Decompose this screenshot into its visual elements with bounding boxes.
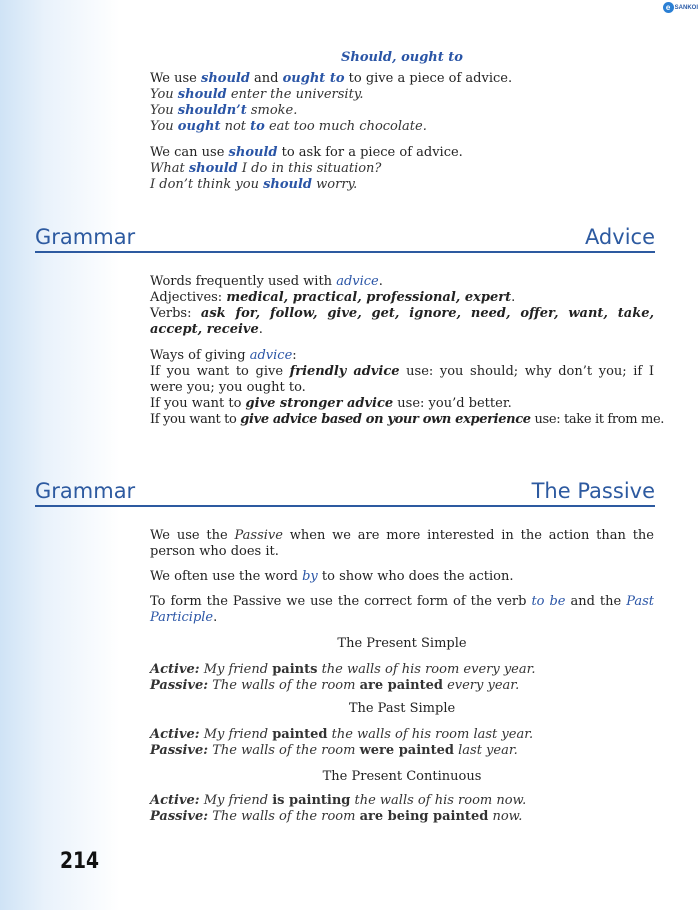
text-line: We use the Passive when we are more interested in the action than the person who does it.	[150, 528, 655, 559]
text-line: If you want to give friendly advice use: you should; why don’t you; if I were you; you ought to.	[150, 364, 654, 395]
example-passive: Passive: The walls of the room are being painted now.	[150, 809, 523, 824]
text-line: Adjectives: medical, practical, professional, expert.	[150, 290, 516, 305]
example-active: Active: My friend paints the walls of his room every year.	[150, 662, 536, 677]
tense-title: The Past Simple	[348, 701, 456, 716]
text-line: If you want to give advice based on your own experience use: take it from me.	[150, 412, 665, 427]
text-line: Words frequently used with advice.	[150, 274, 383, 289]
heading-right: The Passive	[531, 479, 655, 503]
section-title: Should, ought to	[341, 50, 463, 65]
rule-line: We use should and ought to to give a piece of advice.	[150, 71, 513, 86]
tense-title: The Present Simple	[337, 636, 467, 651]
example-active: Active: My friend painted the walls of his room last year.	[150, 727, 534, 742]
heading-left: Grammar	[35, 479, 136, 503]
logo-mark: e	[663, 2, 674, 13]
page-number: 214	[60, 849, 100, 874]
should-section	[150, 50, 654, 193]
publisher-logo	[663, 2, 698, 13]
heading-right: Advice	[584, 225, 655, 249]
section-heading-passive	[35, 473, 655, 507]
example-line: You shouldn’t smoke.	[150, 103, 298, 118]
advice-section	[150, 274, 665, 428]
text-line: Verbs: ask for, follow, give, get, ignore, need, offer, want, take, accept, receive.	[150, 306, 654, 337]
text-line: Ways of giving advice:	[150, 348, 297, 363]
text-line: To form the Passive we use the correct form of the verb to be and the Past Participle.	[150, 594, 654, 625]
example-line: What should I do in this situation?	[150, 161, 382, 176]
text-line: If you want to give stronger advice use: you’d better.	[150, 396, 512, 411]
example-active: Active: My friend is painting the walls of his room now.	[150, 793, 527, 808]
example-line: I don’t think you should worry.	[150, 177, 358, 192]
logo-text: SANKOI	[674, 4, 698, 11]
example-passive: Passive: The walls of the room are painted every year.	[150, 678, 520, 693]
example-line: You should enter the university.	[150, 87, 364, 102]
passive-section	[150, 528, 654, 825]
tense-title: The Present Continuous	[322, 769, 482, 784]
section-heading-advice	[35, 219, 655, 253]
text-line: We often use the word by to show who does the action.	[150, 569, 514, 584]
example-line: You ought not to eat too much chocolate.	[150, 119, 427, 134]
heading-left: Grammar	[35, 225, 136, 249]
example-passive: Passive: The walls of the room were painted last year.	[150, 743, 518, 758]
rule-line: We can use should to ask for a piece of advice.	[150, 145, 463, 160]
